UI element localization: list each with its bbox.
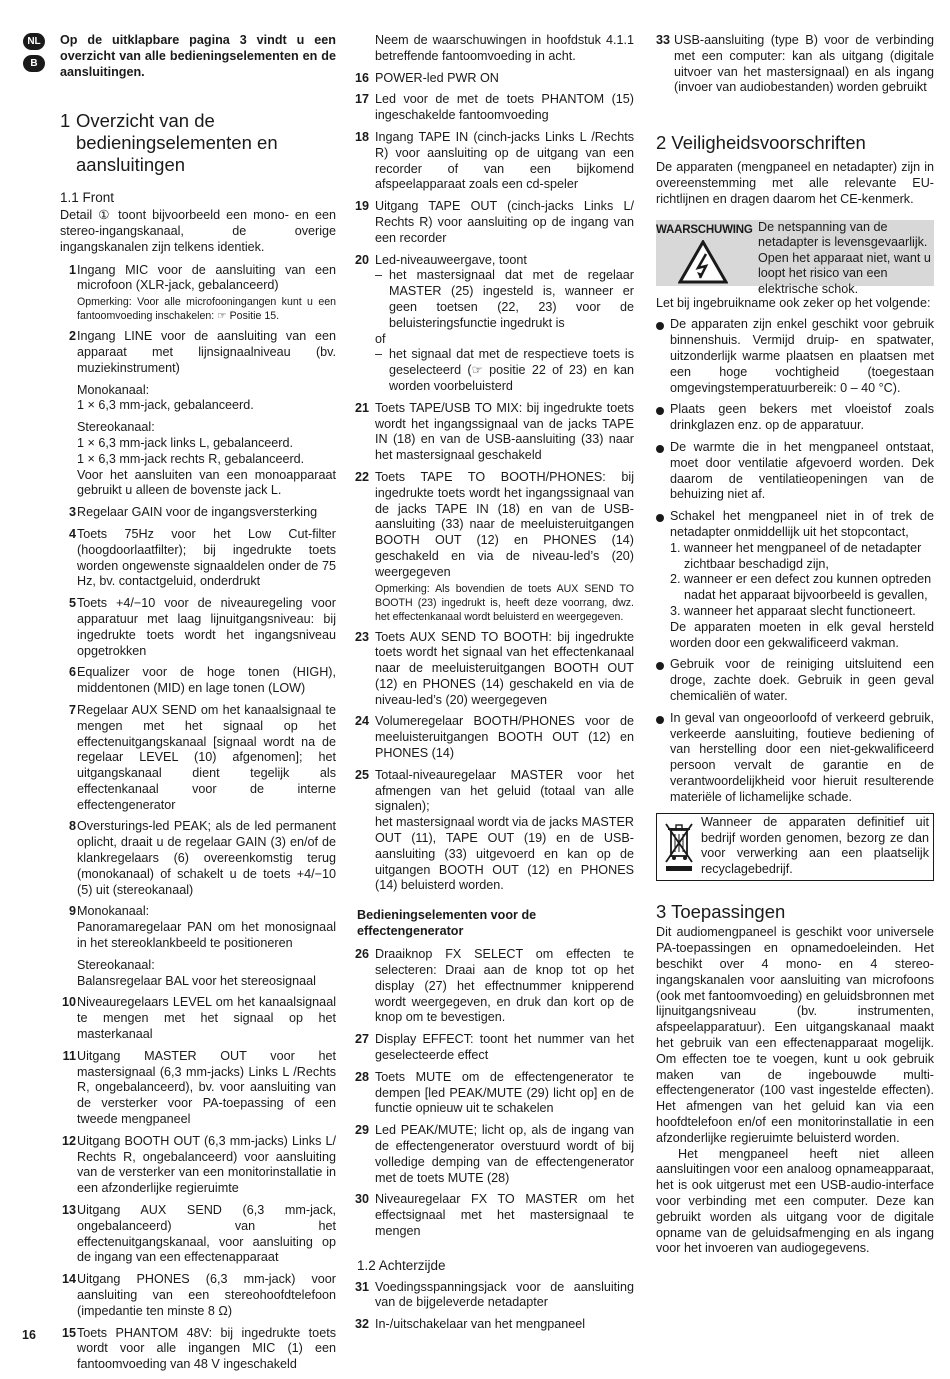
- list-item: [357, 71, 634, 87]
- item-number: 13: [61, 1203, 76, 1218]
- column-3: [656, 33, 934, 1257]
- item-text: Totaal-niveauregelaar MASTER voor het afmengen van het geluid (totaal van alle signalen);: [375, 767, 634, 814]
- item-number: 8: [68, 819, 76, 834]
- list-item: [357, 470, 634, 624]
- language-badge-b: B: [23, 55, 45, 72]
- item-number: 30: [355, 1192, 370, 1207]
- section-1-heading: [60, 110, 336, 176]
- language-badge-nl: NL: [23, 33, 45, 50]
- item-number: 20: [355, 252, 370, 267]
- list-item: [357, 1032, 634, 1064]
- item-text: Niveauregelaars LEVEL om het kanaalsignaal te mengen met het signaal op het masterkanaal: [77, 995, 336, 1042]
- section-3-paragraph-1: Dit audiomengpaneel is geschikt voor universele PA-toepassingen en opnamedoeleinden. Het beschikt over 4 mono- en 4 stereo-ingangskanalen voor aansluiting van microfoons (ook met fantoomvoeding) en geluidsbronnen met lijnuitgangsniveau (bv. instrumenten, afspeelapparatuur). Een uitgangskanaal maakt het gebruik van een effectenapparaat mogelijk. Om effecten toe te voegen, kunt u ook gebruik maken van de ingebouwde multi-effectengenerator (100 vast ingestelde effecten). Het afmengen van het geluid kan via een hoofdtelefoon en/of een monitorinstallatie in een afzonderlijke regieruimte beluisterd worden.: [656, 925, 934, 1145]
- item-number: 5: [68, 596, 76, 611]
- item-text: USB-aansluiting (type B) voor de verbinding met een computer: kan als uitgang (digitale uitvoer van het mastersignaal) en als ingang (invoer van audiobestanden) worden gebruikt: [674, 33, 934, 95]
- section-2-intro: De apparaten (mengpaneel en netadapter) zijn in overeenstemming met alle relevante EU-richtlijnen en dragen daarom het CE-kenmerk.: [656, 160, 934, 206]
- electric-shock-warning-icon: [678, 240, 728, 289]
- list-item: [60, 1326, 336, 1373]
- item-text: Led-niveauweergave, toont: [375, 252, 527, 267]
- or-text: of: [375, 331, 386, 346]
- item-note: Opmerking: Als bovendien de toets AUX SEND TO BOOTH (23) ingedrukt is, heeft deze voorrang, dwz. het effectenkanaal wordt beluisterd en weergegeven.: [375, 582, 634, 623]
- effects-heading: Bedieningselementen voor de effectengenerator: [357, 908, 537, 938]
- crossed-out-bin-icon: [663, 820, 695, 879]
- dash-item: – het signaal dat met de respectieve toets is geselecteerd (☞ positie 22 of 23) en kan worden voorbeluisterd: [375, 347, 634, 393]
- item-number: 1: [68, 262, 76, 277]
- item-number: 12: [61, 1133, 76, 1148]
- list-item: [357, 1317, 634, 1333]
- list-item: [357, 630, 634, 709]
- item-text: Uitgang BOOTH OUT (6,3 mm-jacks) Links L/ Rechts R, ongebalanceerd) voor aansluiting van de versterker van een monitorinstallatie in een afzonderlijke regieruimte: [77, 1133, 336, 1196]
- warning-box: [656, 219, 934, 296]
- continued-text: Neem de waarschuwingen in hoofdstuk 4.1.1 betreffende fantoomvoeding in acht.: [375, 33, 634, 63]
- item-text: Ingang LINE voor de aansluiting van een apparaat met lijnsignaalniveau (bv. muziekinstrument): [77, 329, 336, 375]
- item-number: 22: [355, 469, 370, 484]
- item-subtext: Panoramaregelaar PAN om het monosignaal in het stereoklankbeeld te positioneren: [77, 920, 336, 951]
- item-number: 18: [355, 129, 370, 144]
- item-text: Uitgang MASTER OUT voor het mastersignaal (6,3 mm-jacks) Links L /Rechts R, ongebalanceerd), bv. voor aansluiting van de versterker voor PA-toepassing of een tweede mengpaneel: [77, 1048, 336, 1127]
- item-number: 23: [355, 629, 370, 644]
- list-item: [60, 1049, 336, 1128]
- bullet-text: De apparaten zijn enkel geschikt voor gebruik binnenshuis. Vermijd druip- en spatwater, uitzonderlijk warme plaatsen en plaatsen met een hoge vochtigheid (toegestaan omgevingstemperatuurbereik: 0 – 40 °C).: [670, 317, 934, 395]
- item-text: Ingang MIC voor de aansluiting van een microfoon (XLR-jack, gebalanceerd): [77, 262, 336, 293]
- item-text: Toets AUX SEND TO BOOTH: bij ingedrukte toets wordt het signaal van het effectenkanaal naar de meeluisteruitgangen BOOTH OUT (12) en PHONES (14) geschakeld en via de niveau-led’s (20) weergegeven: [375, 629, 634, 707]
- item-number: 28: [355, 1069, 370, 1084]
- item-text: Oversturings-led PEAK; als de led permanent oplicht, draait u de regelaar GAIN (3) en/of de klankregelaars (6) overeenkomstig terug (monokanaal) of schakelt u de toets +4/−10 (5) uit (stereokanaal): [77, 819, 336, 897]
- numbered-item: 2. wanneer er een defect zou kunnen optreden nadat het apparaat bijvoorbeeld is gevallen,: [670, 572, 932, 603]
- front-intro: Detail ① toont bijvoorbeeld een mono- en een stereo-ingangskanaal, de overige ingangskanalen zijn telkens identiek.: [60, 208, 336, 254]
- list-item: [357, 947, 634, 1026]
- numbered-item: 3. wanneer het apparaat slecht functioneert.: [670, 603, 916, 618]
- item-number: 24: [355, 714, 370, 729]
- item-subtext: 1 × 6,3 mm-jack rechts R, gebalanceerd.: [77, 451, 305, 466]
- item-number: 21: [355, 400, 370, 415]
- list-item: [357, 1280, 634, 1312]
- item-number: 25: [355, 767, 370, 782]
- item-text: Draaiknop FX SELECT om effecten te selecteren: Draai aan de knop tot op het display (27) het effectnummer knipperend wordt weergegeven, en druk dan kort op de knop om te bevestigen.: [375, 947, 634, 1025]
- item-text: POWER-led PWR ON: [375, 70, 499, 85]
- item-subtext: 1 × 6,3 mm-jack links L, gebalanceerd.: [77, 435, 293, 450]
- list-item: [357, 1123, 634, 1186]
- item-subtext: 1 × 6,3 mm-jack, gebalanceerd.: [77, 398, 254, 413]
- item-text: Display EFFECT: toont het nummer van het geselecteerde effect: [375, 1032, 634, 1063]
- item-number: 7: [68, 702, 76, 717]
- section-3-paragraph-2: Het mengpaneel heeft niet alleen aansluitingen voor een analoog opnameapparaat, het is ook uitgerust met een USB-audio-interface voor verbinding met een computer. Deze kan gebruikt worden als uitgang voor de digitale opname van de geluidsafmenging en als ingang voor het invoeren van audiogegevens.: [656, 1146, 934, 1256]
- item-text: Toets 75Hz voor het Low Cut-filter (hoogdoorlaatfilter); bij ingedrukte toets worden ongewenste signaaldelen onder de 75 Hz, bv. contactgeluid, onderdrukt: [77, 526, 336, 589]
- item-text: Uitgang PHONES (6,3 mm-jack) voor aansluiting van een stereohoofdtelefoon (impedantie ten minste 8 Ω): [77, 1272, 336, 1318]
- item-text: Led voor de met de toets PHANTOM (15) ingeschakelde fantoomvoeding: [375, 92, 634, 123]
- item-subtext: Voor het aansluiten van een monoapparaat gebruikt u alleen de bovenste jack L.: [77, 467, 336, 498]
- item-subtext: Balansregelaar BAL voor het stereosignaal: [77, 973, 316, 988]
- bullet-item: [656, 317, 934, 396]
- dash-text: het mastersignaal dat met de regelaar MASTER (25) ingesteld is, wanneer er geen toetsen (22, 23) voor de beluisteringsfunctie ingedrukt is: [389, 268, 634, 330]
- list-item: [357, 253, 634, 395]
- column-2: [357, 33, 634, 1339]
- bullet-item: [656, 440, 934, 503]
- list-item: [60, 329, 336, 499]
- item-text: Niveauregelaar FX TO MASTER om het effectsignaal met het mastersignaal te mengen: [375, 1192, 634, 1238]
- list-item: [60, 703, 336, 814]
- list-item: [357, 768, 634, 894]
- item-text: Regelaar AUX SEND om het kanaalsignaal te mengen met het signaal op het effectenuitgangskanaal [signaal wordt na de regelaar LEVEL (10) afgenomen]; het uitgangskanaal dient tegelijk als effectenkanaal voor de interne effectengenerator: [77, 702, 336, 812]
- bullet-text: Schakel het mengpaneel niet in of trek de netadapter onmiddellijk uit het stopcontact,: [670, 509, 934, 539]
- list-item: [60, 263, 336, 324]
- warning-label: WAARSCHUWING: [656, 223, 753, 236]
- list-item: [60, 596, 336, 659]
- item-subheading: Stereokanaal:: [77, 957, 155, 972]
- bullet-item: [656, 657, 934, 704]
- item-number: 16: [355, 70, 370, 85]
- column-1: [60, 33, 336, 1379]
- page-number: 16: [22, 1328, 36, 1342]
- list-item: [60, 1203, 336, 1266]
- subsection-rear-heading: 1.2 Achterzijde: [357, 1257, 446, 1273]
- list-item: [60, 527, 336, 590]
- item-text: Equalizer voor de hoge tonen (HIGH), middentonen (MID) en lage tonen (LOW): [77, 665, 336, 696]
- item-text: Toets +4/−10 voor de niveauregeling voor apparatuur met laag lijnuitgangsniveau: bij ingedrukte toets wordt het ingangsniveau opgetrokken: [77, 596, 336, 658]
- list-item: [60, 904, 336, 989]
- item-text: Regelaar GAIN voor de ingangsversterking: [77, 505, 318, 520]
- item-text: Uitgang AUX SEND (6,3 mm-jack, ongebalanceerd) van het effectenuitgangskanaal, voor aansluiting op de ingang van een effectenapparaat: [77, 1203, 336, 1265]
- section-title: Overzicht van de bedieningselementen en aansluitingen: [76, 110, 278, 176]
- item-number: 3: [68, 505, 76, 520]
- item-number: 11: [62, 1048, 76, 1063]
- item-number: 32: [355, 1317, 370, 1332]
- list-item: [357, 1192, 634, 1239]
- item-number: 19: [355, 199, 370, 214]
- item-text: Ingang TAPE IN (cinch-jacks Links L /Rechts R) voor aansluiting op de uitgang van een recorder of van een bijkomend afspeelapparaat zoals een cd-speler: [375, 129, 634, 192]
- section-2-intro-2: Let bij ingebruikname ook zeker op het volgende:: [656, 295, 931, 310]
- item-number: 15: [61, 1325, 76, 1340]
- list-item: [60, 819, 336, 898]
- item-subheading: Stereokanaal:: [77, 420, 155, 435]
- item-text: Led PEAK/MUTE; licht op, als de ingang van de effectengenerator overstuurd wordt of bij volledige demping van de effectengenerator met de toets MUTE (28): [375, 1123, 634, 1185]
- section-2-heading: 2 Veiligheidsvoorschriften: [656, 132, 866, 154]
- subsection-front-heading: 1.1 Front: [60, 190, 115, 206]
- item-number: 4: [68, 526, 76, 541]
- list-item: [357, 714, 634, 761]
- item-number: 9: [68, 904, 76, 919]
- item-text: Toets PHANTOM 48V: bij ingedrukte toets wordt voor alle ingangen MIC (1) een fantoomvoeding van 48 V ingeschakeld: [77, 1325, 336, 1372]
- item-number: 2: [68, 329, 76, 344]
- list-item: [60, 665, 336, 697]
- item-subtext: het mastersignaal wordt via de jacks MASTER OUT (11), TAPE OUT (19) en de USB-aansluiting (33) uitgevoerd en kan op de uitgangen BOOTH OUT (12) en PHONES (14) beluisterd worden.: [375, 815, 634, 893]
- item-number: 31: [355, 1279, 370, 1294]
- item-text: Toets TAPE TO BOOTH/PHONES: bij ingedrukte toets wordt het ingangssignaal van de jacks TAPE IN (18) en van de USB-aansluiting (33) naar de meeluisteruitgangen BOOTH OUT (12) en PHONES (14) geschakeld en via de niveau-led’s (20) weergegeven: [375, 469, 634, 579]
- section-3-heading: 3 Toepassingen: [656, 901, 786, 923]
- item-number: 14: [61, 1272, 76, 1287]
- list-item: [357, 401, 634, 464]
- intro-text: Op de uitklapbare pagina 3 vindt u een overzicht van alle bedieningselementen en de aansluitingen.: [60, 33, 336, 79]
- item-subheading: Monokanaal:: [77, 382, 150, 397]
- item-number: 29: [355, 1123, 370, 1138]
- recycling-notice-box: [656, 813, 934, 881]
- item-text: Toets TAPE/USB TO MIX: bij ingedrukte toets wordt het ingangssignaal van de jacks TAPE IN (18) en van de USB-aansluiting (33) naar het mastersignaal geschakeld: [375, 400, 634, 463]
- item-number: 6: [68, 665, 76, 680]
- dash-text: het signaal dat met de respectieve toets is geselecteerd (☞ positie 22 of 23) en kan worden voorbeluisterd: [389, 347, 634, 393]
- item-number: 17: [355, 92, 370, 107]
- item-text: Monokanaal:: [77, 904, 150, 919]
- item-text: Volumeregelaar BOOTH/PHONES voor de meeluisteruitgangen BOOTH OUT (12) en PHONES (14): [375, 714, 634, 761]
- bullet-text: Gebruik voor de reiniging uitsluitend een droge, zachte doek. Gebruik in geen geval chemicaliën of water.: [670, 657, 934, 703]
- list-item: [357, 1070, 634, 1117]
- list-item: [357, 130, 634, 193]
- bullet-text: In geval van ongeoorloofd of verkeerd gebruik, verkeerde aansluiting, foutieve bediening of van herstelling door een niet-gekwalificeerd persoon vervalt de garantie en de verantwoordelijkheid voor hieruit resulterende materiële of lichamelijke schade.: [670, 710, 934, 804]
- item-number: 27: [355, 1032, 370, 1047]
- numbered-item: 1. wanneer het mengpaneel of de netadapter zichtbaar beschadigd zijn,: [670, 540, 922, 571]
- list-item: [60, 1272, 336, 1319]
- bullet-text: Plaats geen bekers met vloeistof zoals drinkglazen enz. op de apparatuur.: [670, 402, 934, 433]
- list-item: [357, 199, 634, 246]
- list-item: [656, 33, 934, 96]
- section-number: 1: [60, 110, 71, 132]
- bullet-text: De warmte die in het mengpaneel ontstaat, moet door ventilatie afgevoerd worden. Dek daarom de ventilatieopeningen van de behuizing niet af.: [670, 439, 934, 502]
- list-item: [60, 505, 336, 521]
- list-item: [60, 995, 336, 1042]
- bullet-item: [656, 509, 934, 541]
- list-item: [60, 1134, 336, 1197]
- item-text: Voedingsspanningsjack voor de aansluiting van de bijgeleverde netadapter: [375, 1279, 634, 1310]
- item-text: Toets MUTE om de effectengenerator te dempen [led PEAK/MUTE (29) licht op] en de functie opnieuw uit te schakelen: [375, 1069, 634, 1116]
- item-number: 10: [61, 995, 76, 1010]
- item-number: 33: [656, 33, 671, 47]
- numbered-list-note: De apparaten moeten in elk geval hersteld worden door een gekwalificeerd vakman.: [670, 619, 934, 650]
- item-number: 26: [355, 947, 370, 962]
- item-text: In-/uitschakelaar van het mengpaneel: [375, 1317, 586, 1332]
- item-text: Uitgang TAPE OUT (cinch-jacks Links L/ Rechts R) voor aansluiting op de ingang van een recorder: [375, 199, 634, 245]
- recycling-text: Wanneer de apparaten definitief uit bedrijf worden genomen, bezorg ze dan voor verwerking aan een plaatselijk recyclagebedrijf.: [701, 815, 929, 876]
- list-item: [357, 92, 634, 124]
- bullet-item: [656, 711, 934, 806]
- dash-item: – het mastersignaal dat met de regelaar MASTER (25) ingesteld is, wanneer er geen toetsen (22, 23) voor de beluisteringsfunctie ingedrukt is: [375, 268, 634, 330]
- bullet-item: [656, 402, 934, 434]
- item-note: Opmerking: Voor alle microfooningangen kunt u een fantoomvoeding inschakelen: ☞ Positie 15.: [77, 296, 336, 323]
- warning-text: De netspanning van de netadapter is levensgevaarlijk. Open het apparaat niet, want u loopt het risico van een elektrische schok.: [758, 219, 931, 296]
